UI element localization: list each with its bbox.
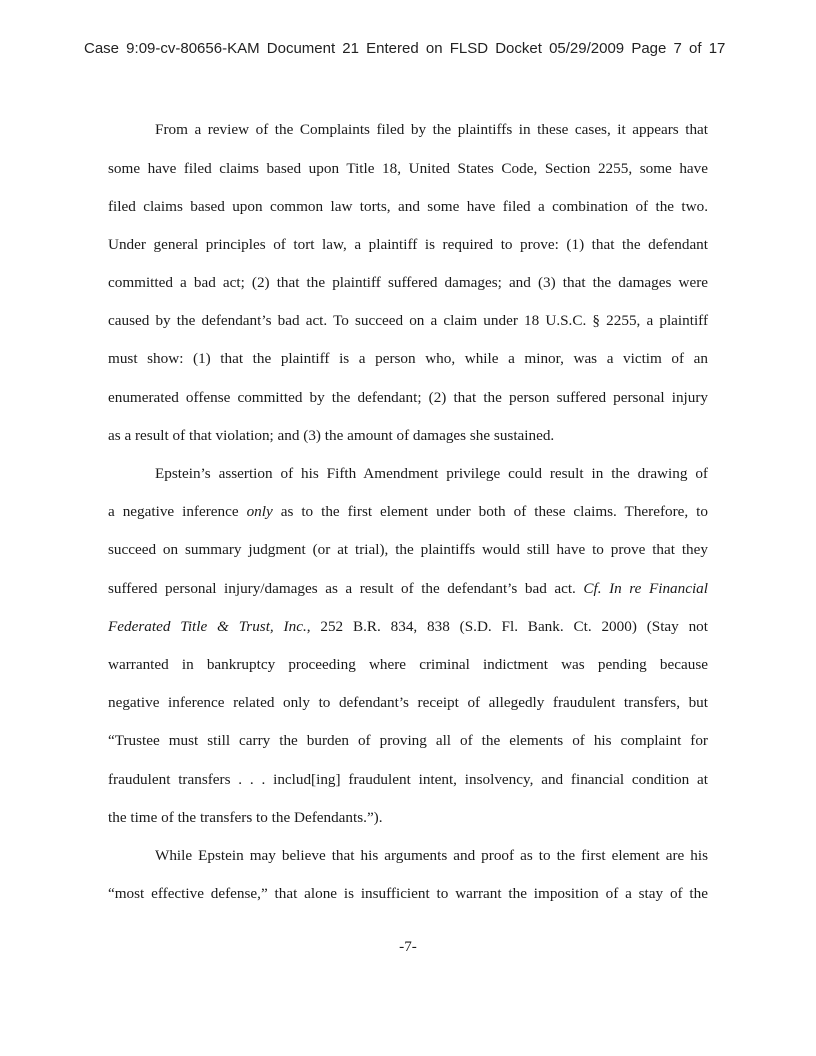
text-line	[108, 617, 708, 637]
text-line	[108, 579, 708, 599]
docket-entry: Entered on FLSD Docket 05/29/2009	[366, 40, 625, 57]
text-line	[108, 808, 708, 828]
text-line	[108, 884, 708, 904]
text-run: enumerated offense committed by the defendant; (2) that the person suffered personal injury	[108, 389, 708, 406]
text-run: as a result of that violation; and (3) the amount of damages she sustained.	[108, 427, 555, 444]
text-run: “Trustee must still carry the burden of proving all of the elements of his complaint for	[108, 732, 708, 749]
text-run: must show: (1) that the plaintiff is a person who, while a minor, was a victim of an	[108, 350, 708, 367]
text-line	[108, 197, 708, 217]
text-line	[108, 731, 708, 751]
text-line	[108, 502, 708, 522]
text-run: From a review of the Complaints filed by the plaintiffs in these cases, it appears that	[155, 121, 708, 138]
text-line	[108, 540, 708, 560]
text-run: some have filed claims based upon Title 18, United States Code, Section 2255, some have	[108, 160, 708, 177]
text-run: While Epstein may believe that his arguments and proof as to the first element are his	[155, 847, 708, 864]
text-run: fraudulent transfers . . . includ[ing] fraudulent intent, insolvency, and financial condition at	[108, 771, 708, 788]
page-number: -7-	[399, 938, 417, 955]
text-run: “most effective defense,” that alone is insufficient to warrant the imposition of a stay of the	[108, 885, 708, 902]
text-line	[155, 464, 708, 484]
text-line	[108, 311, 708, 331]
text-line	[108, 388, 708, 408]
document-number: Document 21	[266, 40, 359, 57]
text-line	[108, 273, 708, 293]
text-run: committed a bad act; (2) that the plaintiff suffered damages; and (3) that the damages were	[108, 274, 708, 291]
text-run: a negative inference	[108, 503, 247, 520]
text-run: suffered personal injury/damages as a result of the defendant’s bad act.	[108, 580, 584, 597]
page-count: Page 7 of 17	[631, 40, 726, 57]
text-line	[108, 349, 708, 369]
text-line	[108, 235, 708, 255]
docket-header	[84, 40, 744, 57]
text-line	[108, 159, 708, 179]
text-run: the time of the transfers to the Defendants.”).	[108, 809, 383, 826]
text-line	[108, 426, 708, 446]
text-run: caused by the defendant’s bad act. To succeed on a claim under 18 U.S.C. § 2255, a plaintiff	[108, 312, 708, 329]
citation-italic: Cf. In re Financial	[583, 580, 708, 597]
text-run: warranted in bankruptcy proceeding where criminal indictment was pending because	[108, 656, 708, 673]
text-run: negative inference related only to defendant’s receipt of allegedly fraudulent transfers, but	[108, 694, 708, 711]
text-run: Epstein’s assertion of his Fifth Amendment privilege could result in the drawing of	[155, 465, 708, 482]
citation-italic: Federated Title & Trust, Inc.	[108, 618, 307, 635]
text-line	[108, 693, 708, 713]
text-line	[155, 120, 708, 140]
text-run: Under general principles of tort law, a plaintiff is required to prove: (1) that the defendant	[108, 236, 708, 253]
text-line	[108, 655, 708, 675]
text-run: as to the first element under both of these claims. Therefore, to	[272, 503, 708, 520]
text-run: , 252 B.R. 834, 838 (S.D. Fl. Bank. Ct. 2000) (Stay not	[306, 618, 708, 635]
text-run: filed claims based upon common law torts, and some have filed a combination of the two.	[108, 198, 708, 215]
text-line	[155, 846, 708, 866]
text-line	[108, 770, 708, 790]
text-run: succeed on summary judgment (or at trial), the plaintiffs would still have to prove that they	[108, 541, 708, 558]
case-number: Case 9:09-cv-80656-KAM	[84, 40, 260, 57]
citation-italic: only	[246, 503, 273, 520]
